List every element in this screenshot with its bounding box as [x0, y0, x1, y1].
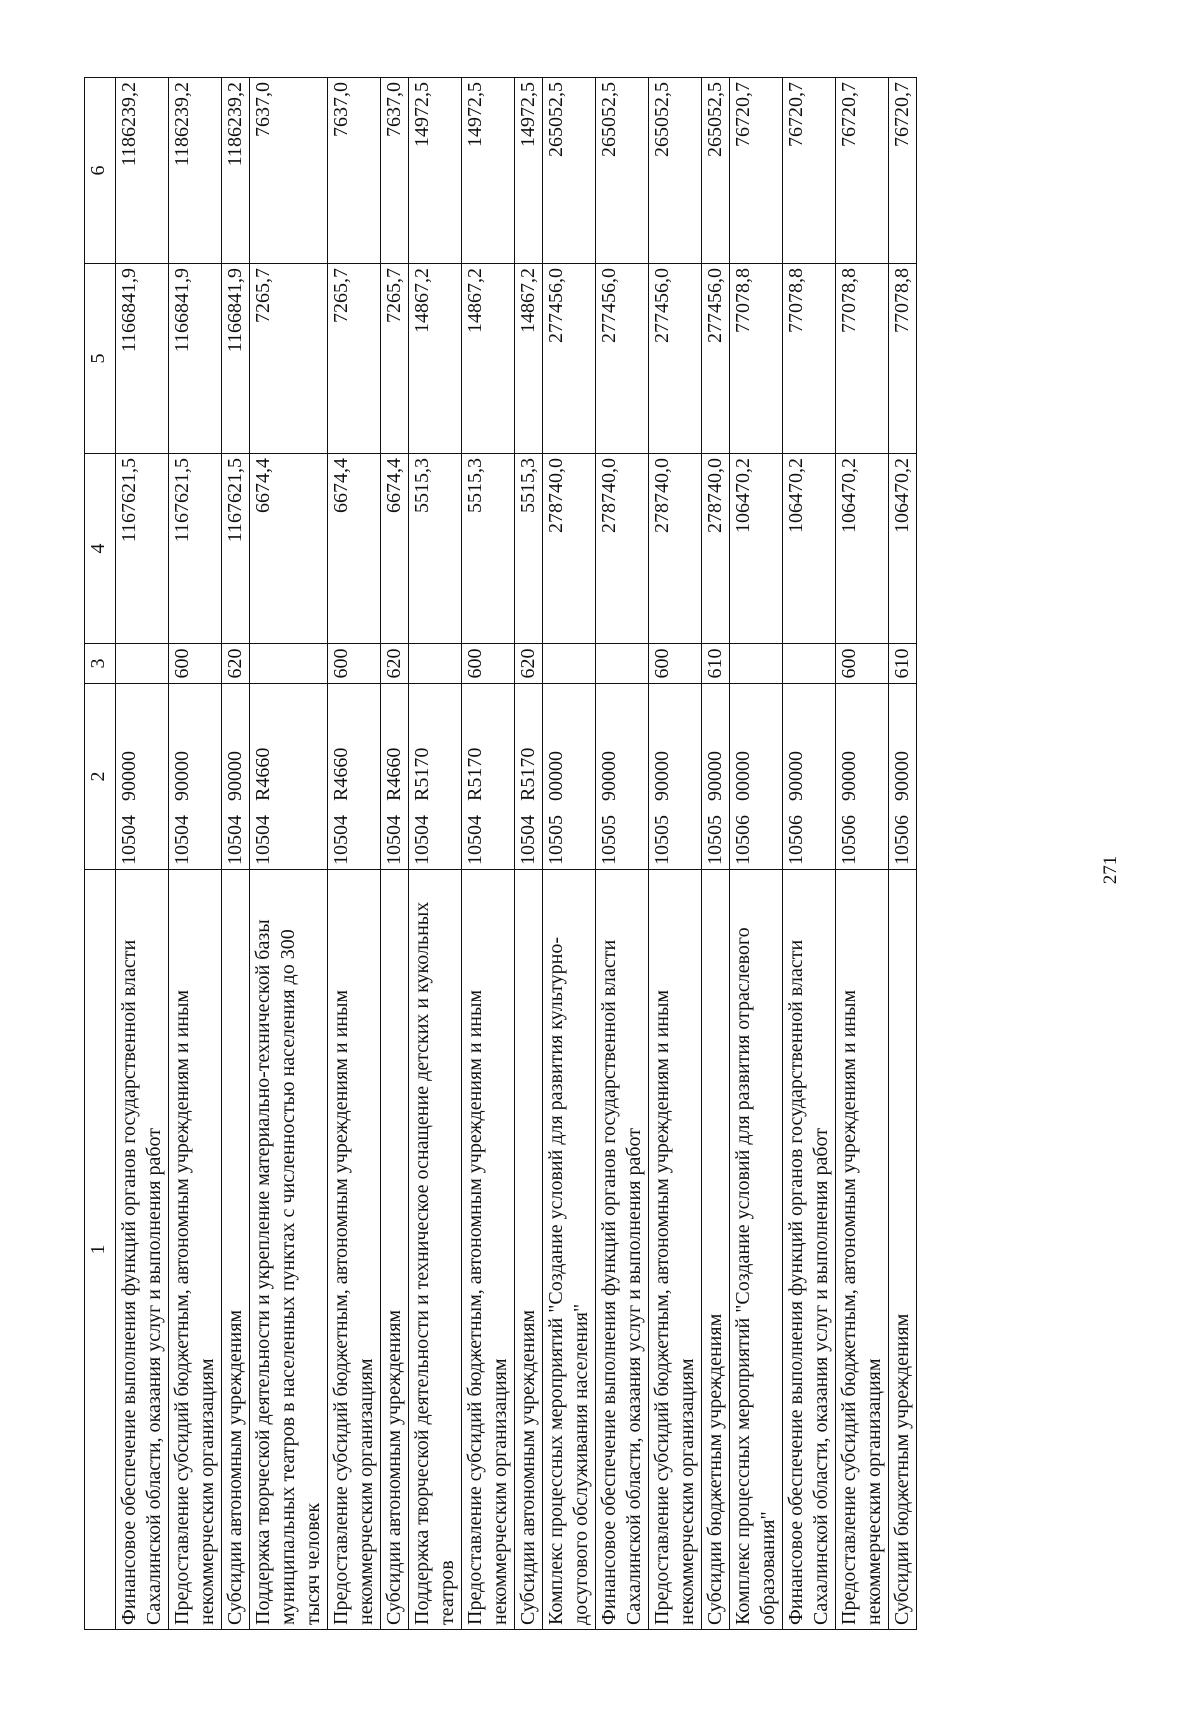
- row-name: Комплекс процессных мероприятий "Создание условий для развития культурно-досугового обслуживания населения": [543, 870, 596, 1630]
- row-target-code: [783, 684, 836, 870]
- row-article-code: R4660: [383, 747, 405, 801]
- row-target-code: [649, 684, 702, 870]
- table-row: [836, 78, 889, 1630]
- row-amount-col5: 277456,0: [649, 264, 702, 454]
- row-target-code: [543, 684, 596, 870]
- table-row: [169, 78, 222, 1630]
- row-amount-col6: 265052,5: [702, 78, 730, 264]
- row-amount-col4: 5515,3: [462, 454, 515, 644]
- row-name: Комплекс процессных мероприятий "Создание условий для развития отраслевого образования": [730, 870, 783, 1630]
- row-article-code: 90000: [651, 751, 673, 801]
- row-target-code: [328, 684, 381, 870]
- row-expense-kind: [596, 644, 649, 684]
- row-amount-col5: 77078,8: [730, 264, 783, 454]
- row-target-code: [596, 684, 649, 870]
- row-amount-col5: 277456,0: [596, 264, 649, 454]
- row-amount-col5: 277456,0: [702, 264, 730, 454]
- row-target-code: [116, 684, 169, 870]
- row-amount-col5: 14867,2: [462, 264, 515, 454]
- row-amount-col5: 77078,8: [889, 264, 917, 454]
- row-expense-kind: [543, 644, 596, 684]
- row-amount-col5: 1166841,9: [116, 264, 169, 454]
- row-amount-col5: 1166841,9: [169, 264, 222, 454]
- row-amount-col6: 265052,5: [649, 78, 702, 264]
- row-amount-col5: 7265,7: [250, 264, 328, 454]
- row-name: Субсидии автономным учреждениям: [515, 870, 543, 1630]
- row-amount-col4: 1167621,5: [222, 454, 250, 644]
- row-amount-col4: 1167621,5: [169, 454, 222, 644]
- row-amount-col6: 1186239,2: [116, 78, 169, 264]
- row-expense-kind: 600: [462, 644, 515, 684]
- row-amount-col6: 14972,5: [409, 78, 462, 264]
- row-amount-col5: 7265,7: [381, 264, 409, 454]
- row-article-code: 90000: [785, 751, 807, 801]
- row-target-code: [222, 684, 250, 870]
- row-section-code: 10505: [598, 815, 620, 865]
- row-target-code: [409, 684, 462, 870]
- row-expense-kind: 620: [222, 644, 250, 684]
- row-name: Предоставление субсидий бюджетным, автономным учреждениям и иным некоммерческим организациям: [836, 870, 889, 1630]
- table-row: [702, 78, 730, 1630]
- row-amount-col4: 106470,2: [889, 454, 917, 644]
- row-amount-col6: 76720,7: [836, 78, 889, 264]
- row-target-code: [836, 684, 889, 870]
- column-header-row: [85, 78, 116, 1630]
- row-target-code: [462, 684, 515, 870]
- table-row: [543, 78, 596, 1630]
- row-amount-col6: 14972,5: [515, 78, 543, 264]
- row-section-code: 10504: [330, 815, 352, 865]
- table-row: [250, 78, 328, 1630]
- table-row: [730, 78, 783, 1630]
- row-amount-col5: 1166841,9: [222, 264, 250, 454]
- table-row: [381, 78, 409, 1630]
- row-amount-col4: 5515,3: [515, 454, 543, 644]
- row-name: Финансовое обеспечение выполнения функций органов государственной власти Сахалинской области, оказания услуг и выполнения работ: [596, 870, 649, 1630]
- row-amount-col6: 7637,0: [328, 78, 381, 264]
- row-article-code: 90000: [838, 751, 860, 801]
- row-section-code: 10505: [651, 815, 673, 865]
- row-expense-kind: 620: [515, 644, 543, 684]
- row-section-code: 10504: [171, 815, 193, 865]
- row-amount-col5: 14867,2: [409, 264, 462, 454]
- row-target-code: [169, 684, 222, 870]
- row-expense-kind: 620: [381, 644, 409, 684]
- row-amount-col4: 106470,2: [836, 454, 889, 644]
- row-article-code: 90000: [704, 751, 726, 801]
- budget-table: [84, 77, 917, 1630]
- row-amount-col4: 278740,0: [596, 454, 649, 644]
- row-amount-col5: 7265,7: [328, 264, 381, 454]
- column-header-2: 2: [85, 684, 116, 870]
- row-name: Предоставление субсидий бюджетным, автономным учреждениям и иным некоммерческим организациям: [169, 870, 222, 1630]
- table-row: [515, 78, 543, 1630]
- row-name: Поддержка творческой деятельности и укрепление материально-технической базы муниципальных театров в населенных пунктах с численностью населения до 300 тысяч человек: [250, 870, 328, 1630]
- row-expense-kind: 600: [649, 644, 702, 684]
- row-section-code: 10504: [411, 815, 433, 865]
- table-row: [783, 78, 836, 1630]
- row-amount-col6: 76720,7: [730, 78, 783, 264]
- row-amount-col4: 106470,2: [783, 454, 836, 644]
- row-expense-kind: [409, 644, 462, 684]
- row-article-code: 90000: [891, 751, 913, 801]
- row-amount-col4: 1167621,5: [116, 454, 169, 644]
- row-amount-col4: 278740,0: [543, 454, 596, 644]
- row-amount-col5: 77078,8: [783, 264, 836, 454]
- row-expense-kind: 610: [702, 644, 730, 684]
- row-target-code: [515, 684, 543, 870]
- row-section-code: 10504: [224, 815, 246, 865]
- row-amount-col4: 278740,0: [702, 454, 730, 644]
- row-article-code: R5170: [411, 747, 433, 801]
- row-amount-col4: 5515,3: [409, 454, 462, 644]
- row-amount-col4: 6674,4: [328, 454, 381, 644]
- row-amount-col6: 1186239,2: [222, 78, 250, 264]
- column-header-1: 1: [85, 870, 116, 1630]
- row-expense-kind: 600: [836, 644, 889, 684]
- row-section-code: 10505: [704, 815, 726, 865]
- row-name: Финансовое обеспечение выполнения функций органов государственной власти Сахалинской области, оказания услуг и выполнения работ: [783, 870, 836, 1630]
- row-target-code: [702, 684, 730, 870]
- row-expense-kind: 610: [889, 644, 917, 684]
- row-name: Субсидии бюджетным учреждениям: [702, 870, 730, 1630]
- row-amount-col6: 1186239,2: [169, 78, 222, 264]
- row-name: Субсидии автономным учреждениям: [381, 870, 409, 1630]
- page-number: 271: [1100, 855, 1121, 885]
- row-article-code: R5170: [464, 747, 486, 801]
- row-article-code: 90000: [171, 751, 193, 801]
- row-name: Поддержка творческой деятельности и техническое оснащение детских и кукольных театров: [409, 870, 462, 1630]
- row-amount-col5: 277456,0: [543, 264, 596, 454]
- row-expense-kind: [250, 644, 328, 684]
- row-amount-col6: 265052,5: [543, 78, 596, 264]
- row-target-code: [250, 684, 328, 870]
- row-amount-col6: 76720,7: [889, 78, 917, 264]
- row-expense-kind: [783, 644, 836, 684]
- table-row: [328, 78, 381, 1630]
- row-article-code: R4660: [252, 747, 274, 801]
- row-amount-col6: 76720,7: [783, 78, 836, 264]
- row-section-code: 10504: [383, 815, 405, 865]
- row-amount-col6: 14972,5: [462, 78, 515, 264]
- row-amount-col4: 106470,2: [730, 454, 783, 644]
- table-row: [116, 78, 169, 1630]
- row-article-code: 00000: [545, 751, 567, 801]
- row-section-code: 10506: [732, 815, 754, 865]
- table-row: [889, 78, 917, 1630]
- row-amount-col5: 14867,2: [515, 264, 543, 454]
- row-expense-kind: [730, 644, 783, 684]
- row-amount-col4: 278740,0: [649, 454, 702, 644]
- row-expense-kind: 600: [169, 644, 222, 684]
- row-article-code: 90000: [598, 751, 620, 801]
- row-amount-col6: 7637,0: [250, 78, 328, 264]
- row-name: Предоставление субсидий бюджетным, автономным учреждениям и иным некоммерческим организациям: [328, 870, 381, 1630]
- row-name: Предоставление субсидий бюджетным, автономным учреждениям и иным некоммерческим организациям: [462, 870, 515, 1630]
- column-header-4: 4: [85, 454, 116, 644]
- row-expense-kind: [116, 644, 169, 684]
- row-name: Финансовое обеспечение выполнения функций органов государственной власти Сахалинской области, оказания услуг и выполнения работ: [116, 870, 169, 1630]
- row-article-code: 90000: [118, 751, 140, 801]
- row-section-code: 10506: [891, 815, 913, 865]
- row-amount-col4: 6674,4: [381, 454, 409, 644]
- row-article-code: R5170: [517, 747, 539, 801]
- table-row: [222, 78, 250, 1630]
- table-row: [409, 78, 462, 1630]
- row-article-code: R4660: [330, 747, 352, 801]
- row-article-code: 90000: [224, 751, 246, 801]
- table-row: [649, 78, 702, 1630]
- row-name: Предоставление субсидий бюджетным, автономным учреждениям и иным некоммерческим организациям: [649, 870, 702, 1630]
- row-target-code: [889, 684, 917, 870]
- row-article-code: 00000: [732, 751, 754, 801]
- row-section-code: 10506: [785, 815, 807, 865]
- row-section-code: 10504: [118, 815, 140, 865]
- row-section-code: 10504: [464, 815, 486, 865]
- table-body: [116, 78, 917, 1630]
- row-section-code: 10504: [252, 815, 274, 865]
- row-name: Субсидии автономным учреждениям: [222, 870, 250, 1630]
- column-header-6: 6: [85, 78, 116, 264]
- column-header-3: 3: [85, 644, 116, 684]
- row-amount-col6: 7637,0: [381, 78, 409, 264]
- row-section-code: 10505: [545, 815, 567, 865]
- row-amount-col4: 6674,4: [250, 454, 328, 644]
- row-section-code: 10506: [838, 815, 860, 865]
- row-target-code: [730, 684, 783, 870]
- column-header-5: 5: [85, 264, 116, 454]
- row-section-code: 10504: [517, 815, 539, 865]
- row-name: Субсидии бюджетным учреждениям: [889, 870, 917, 1630]
- row-expense-kind: 600: [328, 644, 381, 684]
- row-target-code: [381, 684, 409, 870]
- table-row: [462, 78, 515, 1630]
- row-amount-col6: 265052,5: [596, 78, 649, 264]
- table-row: [596, 78, 649, 1630]
- row-amount-col5: 77078,8: [836, 264, 889, 454]
